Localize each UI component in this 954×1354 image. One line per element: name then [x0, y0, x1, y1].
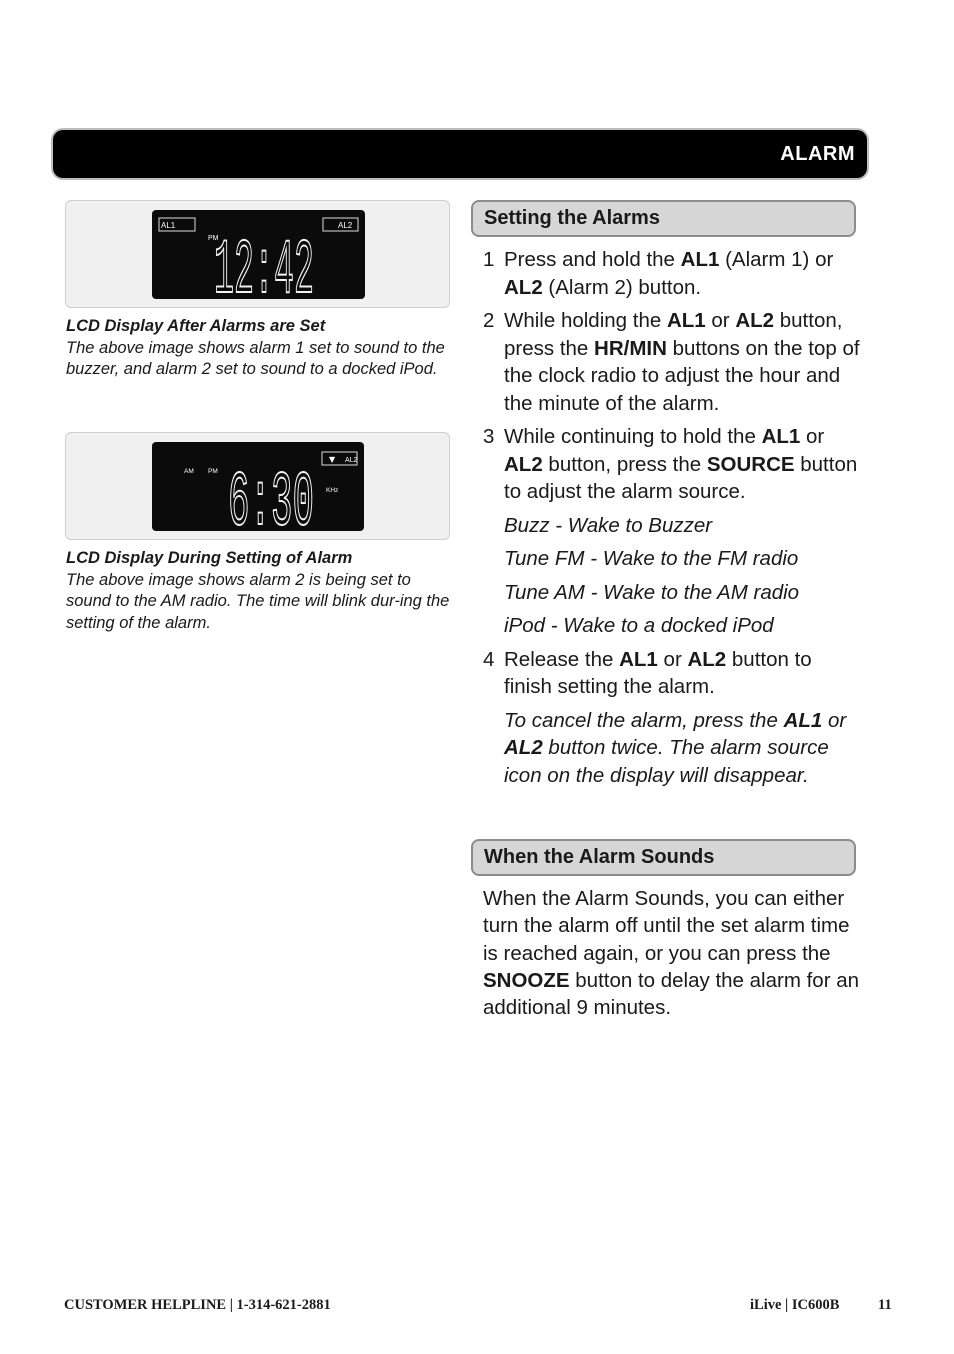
- lcd-display-image-1: [65, 200, 450, 308]
- pm-indicator: PM: [208, 235, 219, 242]
- lcd2-caption-title: LCD Display During Setting of Alarm: [66, 549, 353, 567]
- section-title: ALARM: [780, 143, 855, 165]
- step-1: [483, 246, 863, 301]
- lcd1-caption-title: LCD Display After Alarms are Set: [66, 317, 326, 335]
- khz-indicator: KHz: [326, 487, 339, 494]
- lcd1-caption-body: The above image shows alarm 1 set to sound to the buzzer, and alarm 2 set to sound to a docked iPod.: [66, 338, 445, 378]
- customer-helpline: CUSTOMER HELPLINE | 1-314-621-2881: [64, 1297, 331, 1313]
- lcd1-caption: [66, 316, 451, 381]
- source-option: Buzz - Wake to Buzzer: [504, 513, 713, 537]
- brand-model: iLive | IC600B: [750, 1297, 840, 1313]
- step-text: Press and hold the AL1 (Alarm 1) or AL2 (Alarm 2) button.: [504, 248, 834, 299]
- step-2: [483, 307, 863, 417]
- lcd2-caption-body: The above image shows alarm 2 is being set to sound to the AM radio. The time will blink dur-ing the setting of the alarm.: [66, 570, 450, 632]
- lcd-time: 6:30: [228, 460, 314, 531]
- lcd2-caption: [66, 548, 451, 634]
- al1-indicator: AL1: [161, 221, 176, 230]
- al2-indicator: AL2: [338, 221, 353, 230]
- setting-alarms-heading-box: [471, 200, 856, 237]
- page-number: 11: [878, 1297, 892, 1313]
- step-number: 3: [483, 425, 495, 448]
- alarm-sounds-heading-box: [471, 839, 856, 876]
- step-3: [483, 423, 863, 506]
- step-number: 2: [483, 309, 495, 332]
- pm-indicator: PM: [208, 468, 218, 475]
- step-text: Release the AL1 or AL2 button to finish setting the alarm.: [504, 647, 812, 698]
- setting-alarms-heading: Setting the Alarms: [484, 207, 660, 229]
- lcd-display-1: [152, 210, 365, 299]
- step-text: While holding the AL1 or AL2 button, press the HR/MIN buttons on the top of the clock radio to adjust the hour and the minute of the alarm.: [504, 309, 860, 415]
- am-indicator: AM: [184, 468, 194, 475]
- step-4: [483, 646, 863, 701]
- alarm-sounds-heading: When the Alarm Sounds: [484, 846, 715, 868]
- step-number: 1: [483, 248, 495, 271]
- step-text: While continuing to hold the AL1 or AL2 button, press the SOURCE button to adjust the alarm source.: [504, 425, 858, 503]
- source-option: Tune FM - Wake to the FM radio: [504, 547, 799, 570]
- setting-steps: [483, 246, 863, 795]
- source-option: iPod - Wake to a docked iPod: [504, 614, 774, 637]
- lcd-display-image-2: [65, 432, 450, 540]
- lcd-time: 12:42: [214, 228, 314, 299]
- section-header-bar: [53, 130, 867, 178]
- source-option: Tune AM - Wake to the AM radio: [504, 580, 800, 604]
- cancel-note: To cancel the alarm, press the AL1 or AL2 button twice. The alarm source icon on the display will disappear.: [504, 708, 847, 787]
- alarm-sounds-paragraph: When the Alarm Sounds, you can either turn the alarm off until the set alarm time is reached again, or you can press the SNOOZE button to delay the alarm for an additional 9 minutes.: [483, 887, 860, 1020]
- antenna-icon: ▼: [329, 455, 336, 464]
- lcd-display-2: [152, 442, 364, 531]
- al2-indicator: AL2: [345, 457, 358, 464]
- step-number: 4: [483, 647, 495, 671]
